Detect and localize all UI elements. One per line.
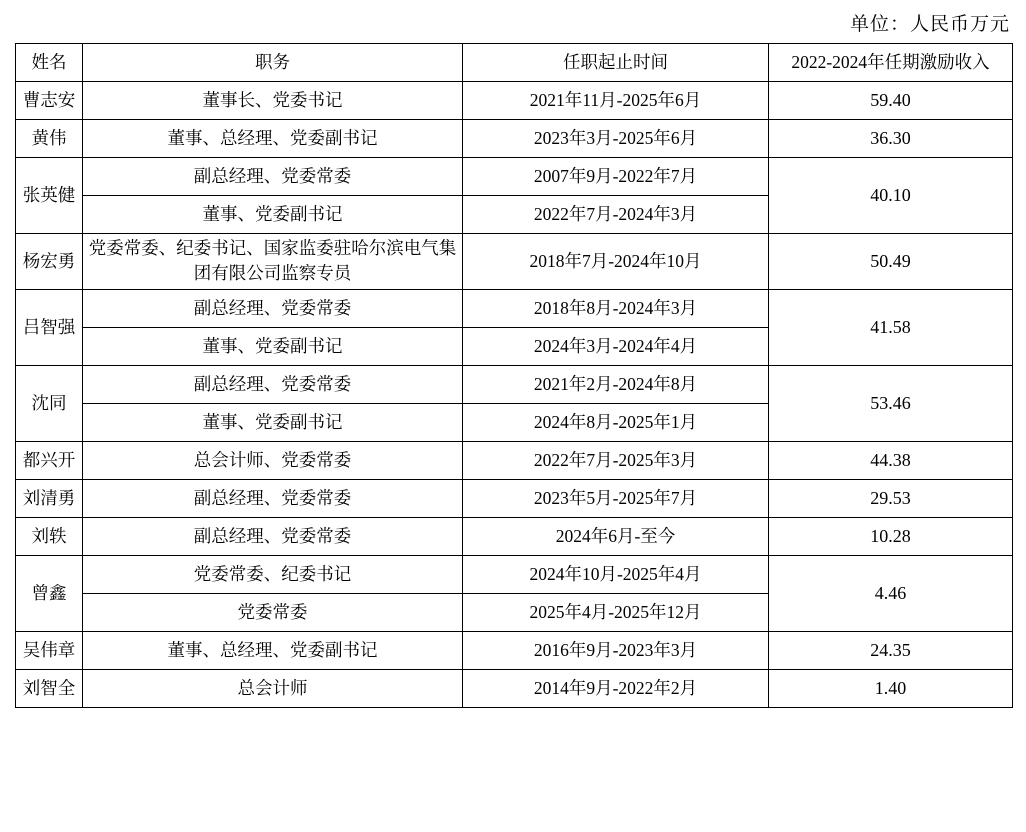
tenure-cell: 2024年8月-2025年1月 [463, 403, 769, 441]
name-cell: 都兴开 [16, 441, 83, 479]
position-cell: 董事、党委副书记 [83, 196, 463, 234]
position-cell: 董事长、党委书记 [83, 82, 463, 120]
tenure-cell: 2014年9月-2022年2月 [463, 669, 769, 707]
name-cell: 曹志安 [16, 82, 83, 120]
position-cell: 副总经理、党委常委 [83, 517, 463, 555]
tenure-cell: 2021年11月-2025年6月 [463, 82, 769, 120]
position-cell: 总会计师、党委常委 [83, 441, 463, 479]
tenure-cell: 2024年3月-2024年4月 [463, 327, 769, 365]
tenure-cell: 2024年6月-至今 [463, 517, 769, 555]
income-cell: 24.35 [769, 631, 1013, 669]
tenure-cell: 2023年5月-2025年7月 [463, 479, 769, 517]
income-cell: 41.58 [769, 289, 1013, 365]
table-row [16, 631, 1013, 669]
tenure-cell: 2023年3月-2025年6月 [463, 120, 769, 158]
table-row [16, 517, 1013, 555]
income-cell: 10.28 [769, 517, 1013, 555]
income-cell: 40.10 [769, 158, 1013, 234]
position-cell: 董事、总经理、党委副书记 [83, 120, 463, 158]
income-cell: 59.40 [769, 82, 1013, 120]
position-cell: 党委常委、纪委书记 [83, 555, 463, 593]
position-cell: 副总经理、党委常委 [83, 289, 463, 327]
name-cell: 吕智强 [16, 289, 83, 365]
position-cell: 副总经理、党委常委 [83, 479, 463, 517]
name-cell: 黄伟 [16, 120, 83, 158]
tenure-cell: 2007年9月-2022年7月 [463, 158, 769, 196]
table-row [16, 158, 1013, 196]
table-row [16, 289, 1013, 327]
position-cell: 总会计师 [83, 669, 463, 707]
tenure-cell: 2021年2月-2024年8月 [463, 365, 769, 403]
position-cell: 董事、党委副书记 [83, 403, 463, 441]
compensation-table [15, 43, 1013, 708]
tenure-cell: 2024年10月-2025年4月 [463, 555, 769, 593]
income-cell: 50.49 [769, 234, 1013, 290]
tenure-cell: 2025年4月-2025年12月 [463, 593, 769, 631]
name-cell: 刘清勇 [16, 479, 83, 517]
tenure-cell: 2022年7月-2025年3月 [463, 441, 769, 479]
income-cell: 29.53 [769, 479, 1013, 517]
table-row [16, 365, 1013, 403]
position-cell: 党委常委、纪委书记、国家监委驻哈尔滨电气集团有限公司监察专员 [83, 234, 463, 290]
name-cell: 沈同 [16, 365, 83, 441]
position-cell: 董事、党委副书记 [83, 327, 463, 365]
tenure-cell: 2018年7月-2024年10月 [463, 234, 769, 290]
name-cell: 张英健 [16, 158, 83, 234]
position-cell: 董事、总经理、党委副书记 [83, 631, 463, 669]
col-header-name: 姓名 [16, 44, 83, 82]
name-cell: 刘智全 [16, 669, 83, 707]
col-header-income: 2022-2024年任期激励收入 [769, 44, 1013, 82]
tenure-cell: 2022年7月-2024年3月 [463, 196, 769, 234]
income-cell: 1.40 [769, 669, 1013, 707]
name-cell: 刘轶 [16, 517, 83, 555]
table-row [16, 234, 1013, 290]
income-cell: 4.46 [769, 555, 1013, 631]
table-row [16, 441, 1013, 479]
table-row [16, 120, 1013, 158]
table-row [16, 479, 1013, 517]
position-cell: 党委常委 [83, 593, 463, 631]
name-cell: 曾鑫 [16, 555, 83, 631]
income-cell: 44.38 [769, 441, 1013, 479]
position-cell: 副总经理、党委常委 [83, 365, 463, 403]
name-cell: 杨宏勇 [16, 234, 83, 290]
table-row [16, 82, 1013, 120]
unit-label: 单位：人民币万元 [849, 14, 1010, 35]
table-row [16, 669, 1013, 707]
name-cell: 吴伟章 [16, 631, 83, 669]
tenure-cell: 2016年9月-2023年3月 [463, 631, 769, 669]
col-header-tenure: 任职起止时间 [463, 44, 769, 82]
col-header-position: 职务 [83, 44, 463, 82]
income-cell: 53.46 [769, 365, 1013, 441]
income-cell: 36.30 [769, 120, 1013, 158]
position-cell: 副总经理、党委常委 [83, 158, 463, 196]
table-header-row [16, 44, 1013, 82]
table-row [16, 555, 1013, 593]
tenure-cell: 2018年8月-2024年3月 [463, 289, 769, 327]
